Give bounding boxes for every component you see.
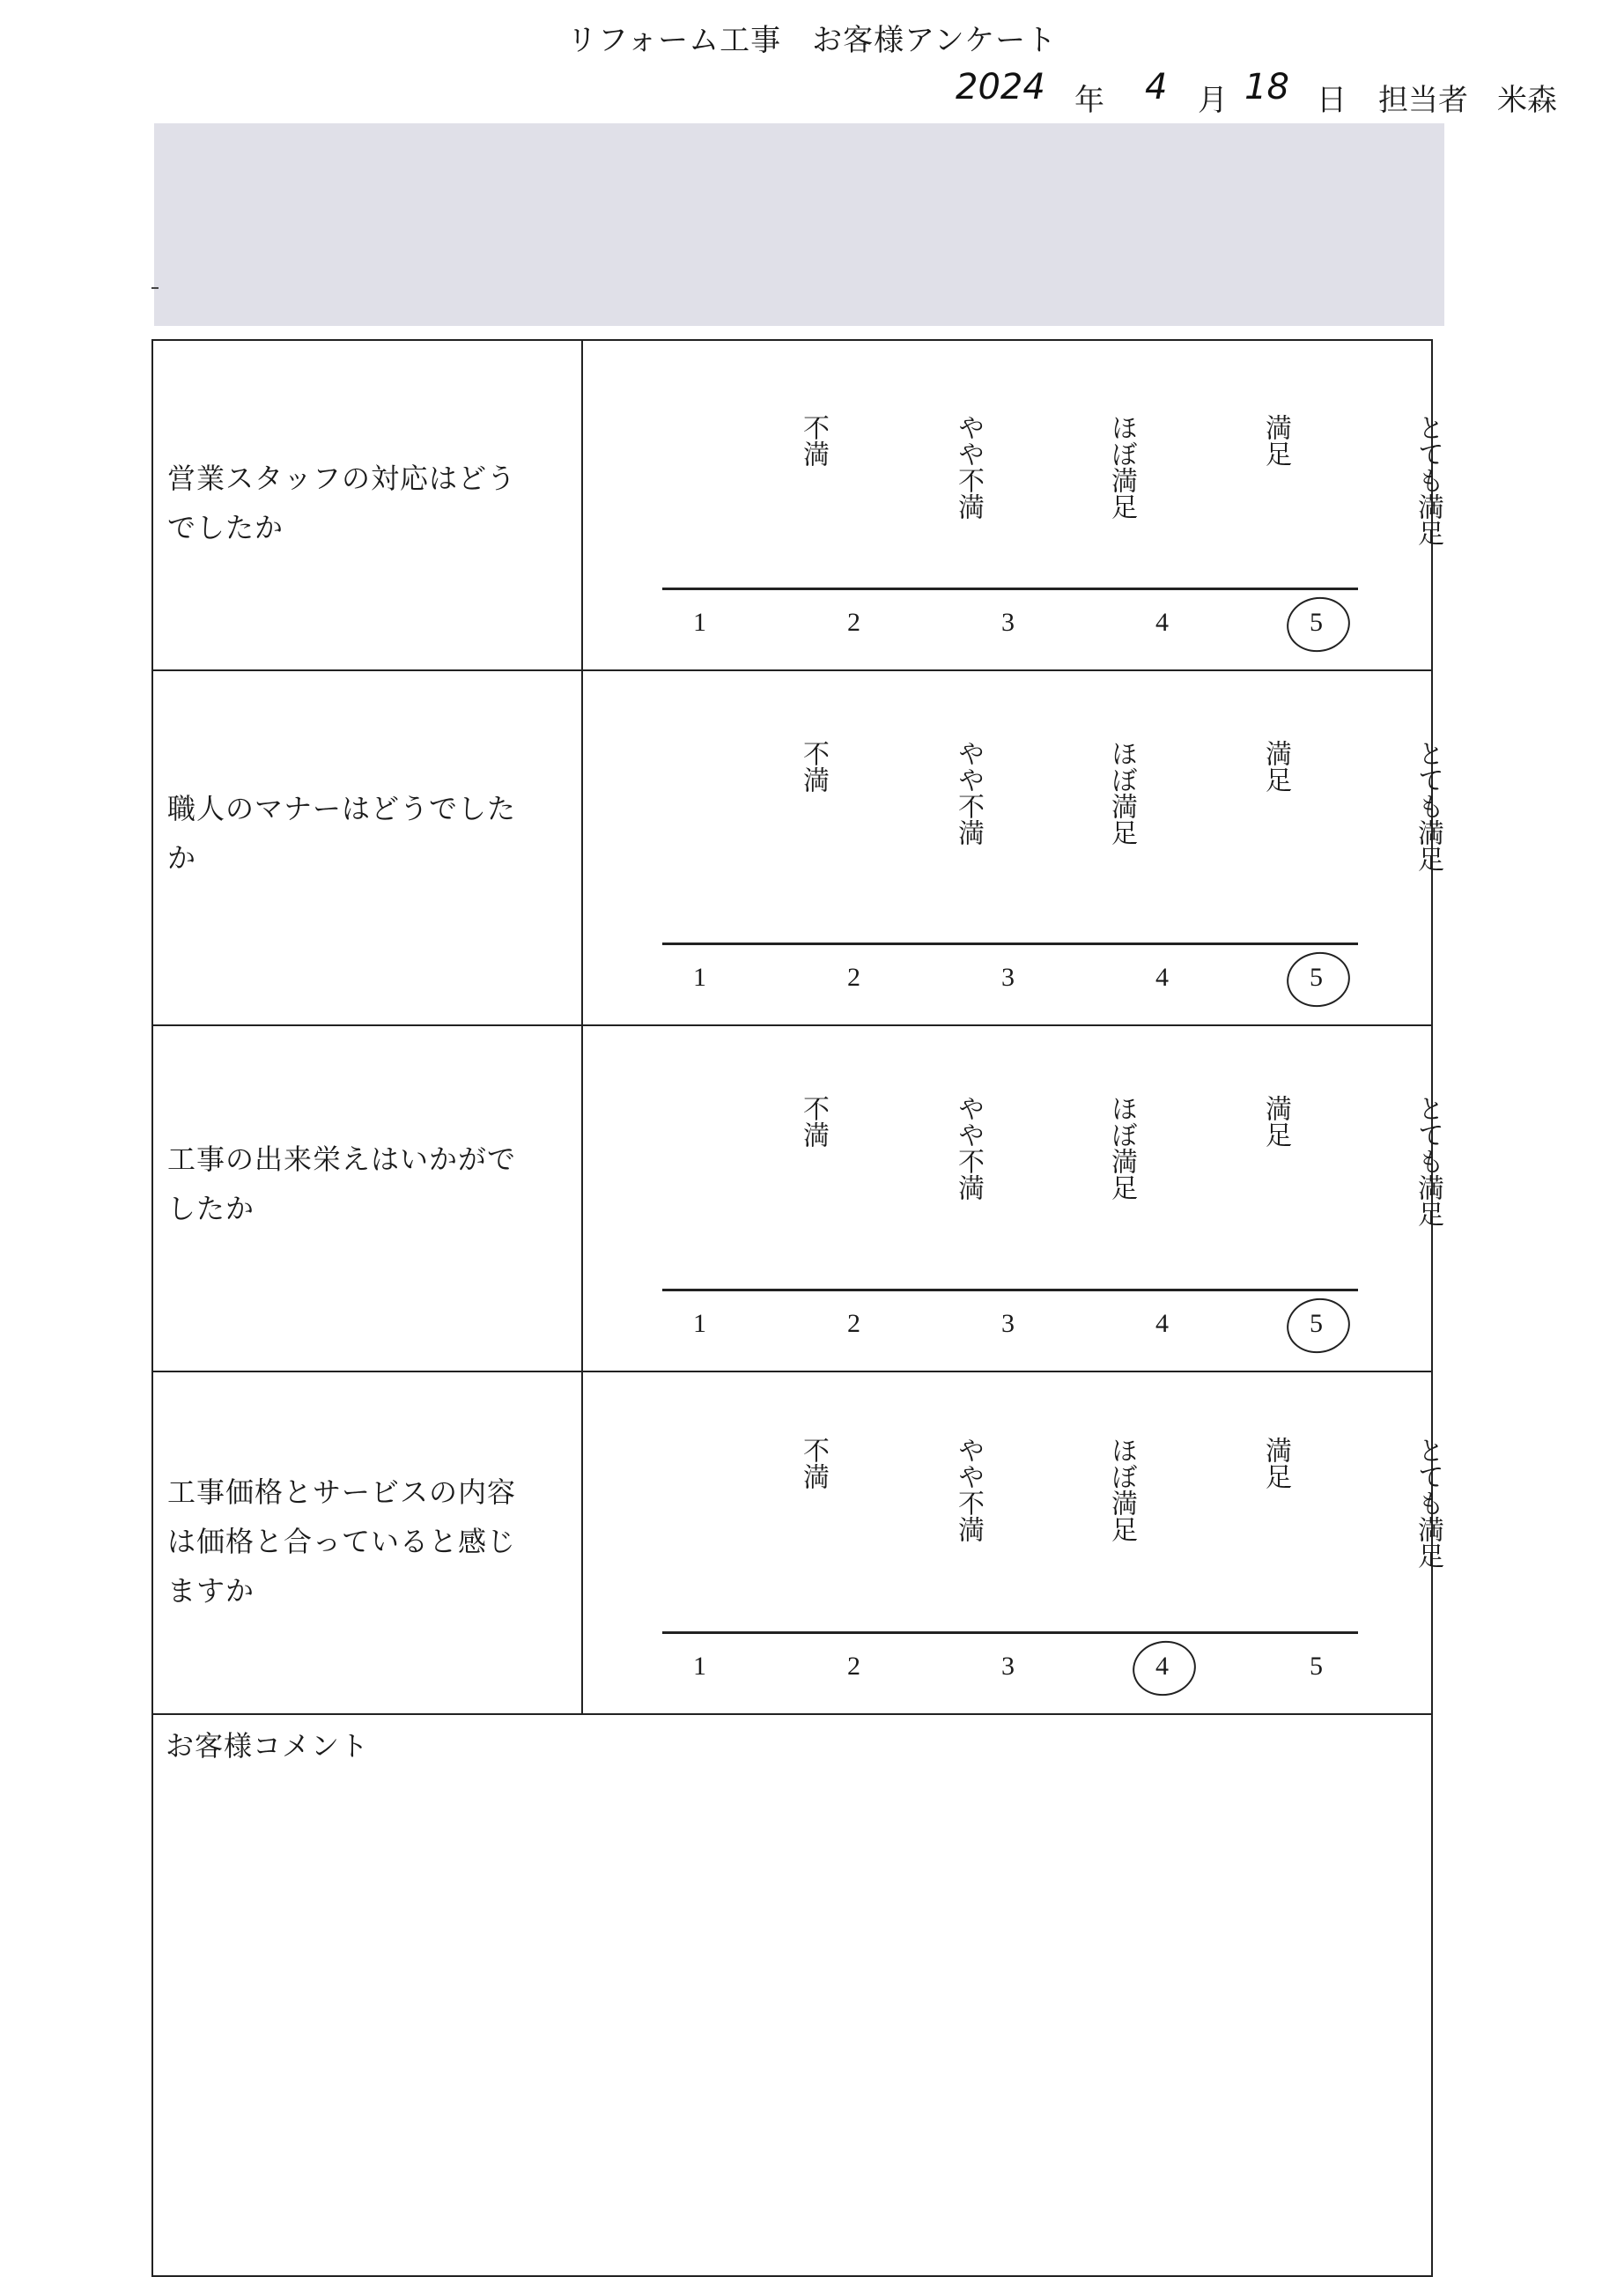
scale-label: 不満 <box>798 1095 829 1148</box>
scale-label: やや不満 <box>953 1437 984 1542</box>
rating-option-1[interactable]: 1 <box>693 1309 706 1338</box>
rating-axis <box>662 1289 1358 1291</box>
scale-label: 満足 <box>1260 1437 1291 1490</box>
selected-rating-circle <box>1282 947 1355 1012</box>
staff-name: 米森 <box>1497 83 1557 118</box>
rating-option-1[interactable]: 1 <box>693 1652 706 1681</box>
scale-label: 不満 <box>798 414 829 467</box>
scale-label: ほぼ満足 <box>1106 740 1137 846</box>
rating-option-3[interactable]: 3 <box>1001 1652 1015 1681</box>
scale-label: 不満 <box>798 1437 829 1490</box>
rating-option-5[interactable]: 5 <box>1310 608 1323 637</box>
rating-option-4[interactable]: 4 <box>1155 963 1169 992</box>
question-text: 工事価格とサービスの内容は価格と合っていると感じますか <box>167 1475 517 1608</box>
rating-option-5[interactable]: 5 <box>1310 1652 1323 1681</box>
scale-label: 満足 <box>1260 740 1291 793</box>
scale-label: 不満 <box>798 740 829 793</box>
question-text: 職人のマナーはどうでしたか <box>167 792 517 875</box>
rating-axis <box>662 943 1358 945</box>
survey-title: リフォーム工事 お客様アンケート <box>566 23 1058 58</box>
question-text: 営業スタッフの対応はどうでしたか <box>167 462 517 544</box>
scale-label: ほぼ満足 <box>1106 414 1137 520</box>
rating-option-2[interactable]: 2 <box>847 1309 860 1338</box>
rating-option-1[interactable]: 1 <box>693 963 706 992</box>
rating-option-3[interactable]: 3 <box>1001 608 1015 637</box>
scale-label: やや不満 <box>953 740 984 846</box>
rating-option-1[interactable]: 1 <box>693 608 706 637</box>
rating-option-2[interactable]: 2 <box>847 963 860 992</box>
scale-label: 満足 <box>1260 1095 1291 1148</box>
scale-label: とても満足 <box>1413 1437 1443 1569</box>
scale-label: やや不満 <box>953 414 984 520</box>
rating-option-4[interactable]: 4 <box>1155 608 1169 637</box>
scale-label: 満足 <box>1260 414 1291 467</box>
rating-option-2[interactable]: 2 <box>847 1652 860 1681</box>
scale-label: とても満足 <box>1413 740 1443 872</box>
selected-rating-circle <box>1282 1293 1355 1358</box>
question-row <box>151 1371 1443 1713</box>
rating-option-4[interactable]: 4 <box>1155 1652 1169 1681</box>
scale-label: ほぼ満足 <box>1106 1095 1137 1201</box>
scale-label: とても満足 <box>1413 414 1443 546</box>
year-label: 年 <box>1074 83 1104 118</box>
question-row <box>151 339 1443 669</box>
month-label: 月 <box>1198 83 1228 118</box>
scale-label: やや不満 <box>953 1095 984 1201</box>
rating-option-3[interactable]: 3 <box>1001 1309 1015 1338</box>
scale-label: とても満足 <box>1413 1095 1443 1227</box>
question-row <box>151 669 1443 1024</box>
date-line <box>956 69 1590 122</box>
staff-label: 担当者 <box>1378 83 1468 118</box>
selected-rating-circle <box>1128 1636 1200 1701</box>
rating-option-4[interactable]: 4 <box>1155 1309 1169 1338</box>
question-row <box>151 1024 1443 1371</box>
rating-option-5[interactable]: 5 <box>1310 963 1323 992</box>
date-year-handwritten: 2024 <box>956 67 1045 107</box>
margin-mark <box>151 287 159 289</box>
rating-axis <box>662 1631 1358 1634</box>
row-separator <box>151 1713 1433 1715</box>
selected-rating-circle <box>1282 592 1355 657</box>
comment-label: お客様コメント <box>166 1729 370 1763</box>
scale-label: ほぼ満足 <box>1106 1437 1137 1542</box>
rating-option-5[interactable]: 5 <box>1310 1309 1323 1338</box>
rating-option-3[interactable]: 3 <box>1001 963 1015 992</box>
question-text: 工事の出来栄えはいかがでしたか <box>167 1142 517 1225</box>
rating-axis <box>662 588 1358 590</box>
date-month-handwritten: 4 <box>1145 67 1168 107</box>
rating-option-2[interactable]: 2 <box>847 608 860 637</box>
redacted-area <box>154 123 1444 326</box>
day-label: 日 <box>1317 83 1347 118</box>
date-day-handwritten: 18 <box>1244 67 1289 107</box>
